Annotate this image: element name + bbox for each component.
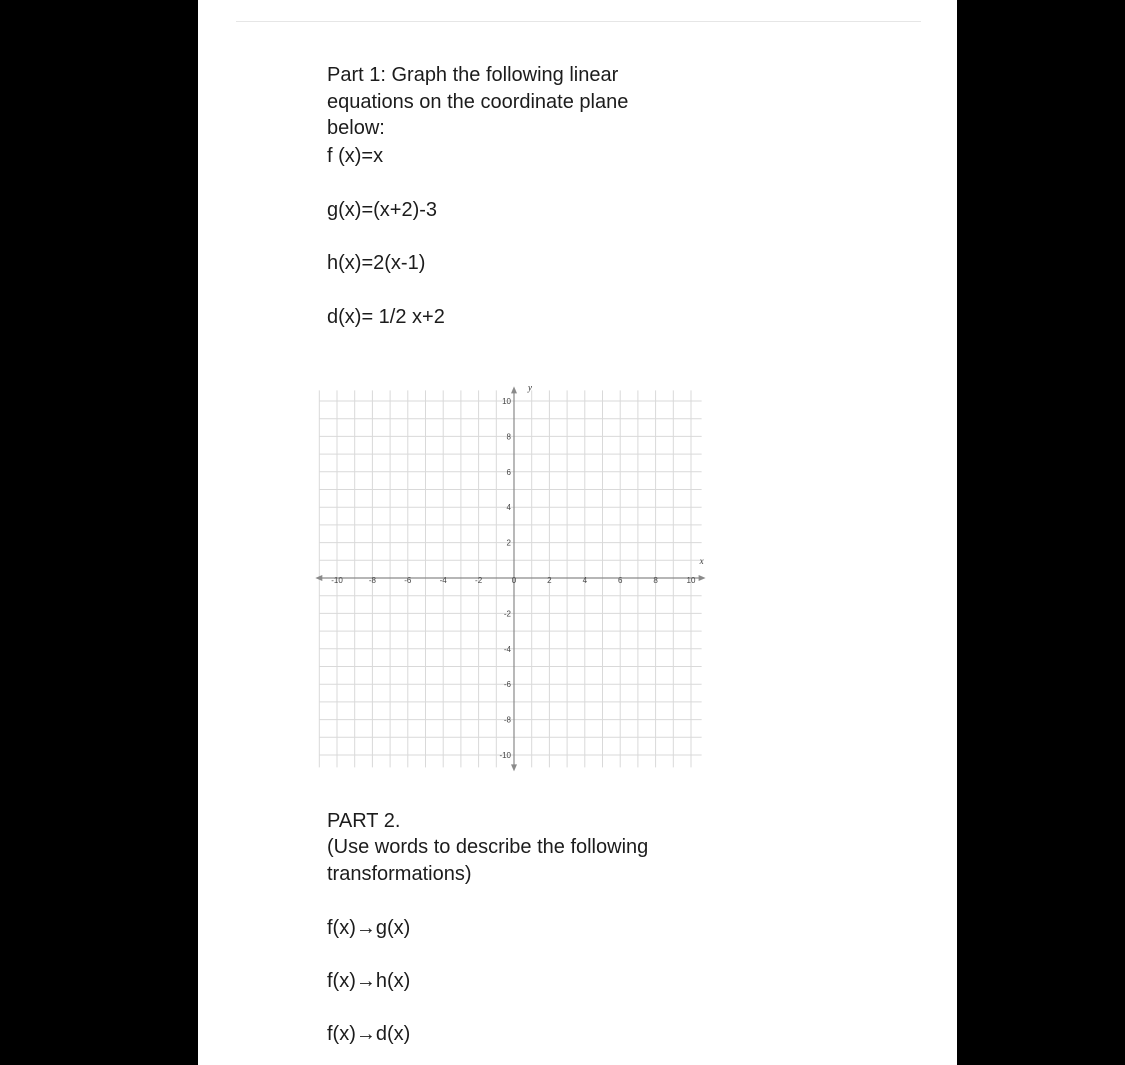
y-tick-label: 2 [506, 538, 511, 548]
y-tick-label: 4 [506, 503, 511, 513]
x-axis-arrow-left [315, 575, 322, 581]
x-tick-label: -10 [331, 576, 343, 585]
transformation-f-to-g: f(x)→g(x) [327, 917, 411, 939]
y-tick-label: 8 [506, 432, 511, 442]
y-tick-label: -10 [499, 751, 511, 760]
x-tick-label: 0 [511, 576, 517, 585]
coordinate-plane[interactable] [198, 0, 957, 800]
transformation-f-to-h: f(x)→h(x) [327, 970, 411, 992]
part2-instruction-line: transformations) [327, 862, 472, 885]
equation-d: d(x)= 1/2 x+2 [327, 306, 445, 328]
y-tick-label: 10 [502, 397, 511, 406]
x-tick-label: -4 [439, 576, 447, 585]
y-tick-label: 6 [506, 467, 511, 477]
part2-instruction-line: (Use words to describe the following [327, 836, 649, 858]
equation-f: f (x)=x [327, 145, 384, 167]
part1-heading-line: below: [327, 117, 385, 139]
transformation-f-to-d: f(x)→d(x) [327, 1023, 411, 1045]
equation-g: g(x)=(x+2)-3 [327, 199, 438, 221]
part2-instructions [327, 834, 648, 887]
x-tick-label: -2 [475, 576, 483, 585]
x-tick-label: 2 [547, 576, 552, 585]
y-tick-label: -6 [503, 680, 511, 690]
y-axis-arrow-down [511, 764, 517, 771]
y-axis-label: y [528, 382, 532, 393]
y-axis-arrow-up [511, 386, 517, 393]
x-tick-label: 6 [617, 576, 623, 585]
x-tick-label: -6 [404, 576, 412, 585]
equation-h: h(x)=2(x-1) [327, 252, 426, 274]
grid-lines [319, 390, 701, 767]
x-tick-label: -8 [368, 576, 376, 585]
x-axis-label: x [699, 556, 704, 566]
part2-heading: PART 2. [327, 810, 401, 832]
x-axis-arrow-right [699, 575, 706, 581]
part1-heading-line: Part 1: Graph the following linear [327, 64, 619, 86]
y-tick-label: -2 [503, 609, 511, 619]
part1-heading-line: equations on the coordinate plane [327, 90, 629, 113]
x-tick-label: 10 [686, 576, 696, 585]
x-tick-label: 8 [653, 576, 658, 585]
y-tick-label: -8 [503, 715, 511, 725]
document-page [198, 0, 957, 1065]
y-tick-label: -4 [503, 644, 511, 654]
x-tick-label: 4 [582, 576, 588, 585]
